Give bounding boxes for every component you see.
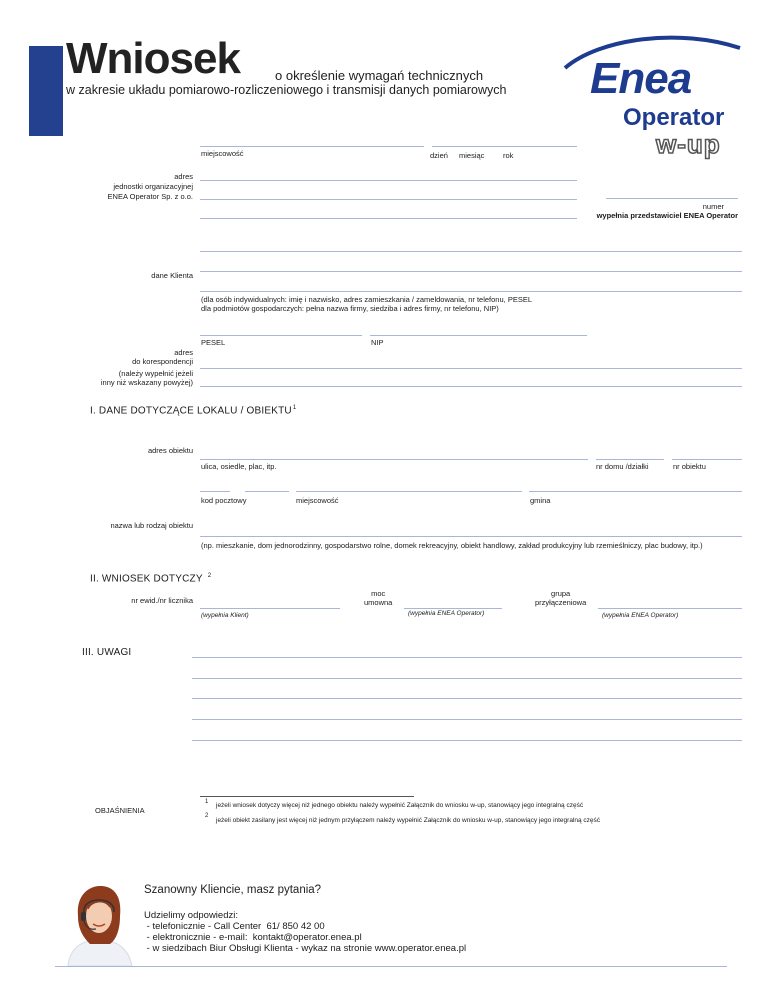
title-subtitle-1: o określenie wymagań technicznych [275, 68, 484, 83]
label-house-no: nr domu /działki [596, 462, 649, 471]
label-day: dzień [430, 151, 448, 160]
footnote-divider [200, 796, 414, 797]
label-corr-note: (należy wypełnić jeżeli inny niż wskazany powyżej) [100, 369, 193, 387]
contact-lead: Udzielimy odpowiedzi: [144, 910, 238, 921]
nip-line[interactable] [370, 335, 587, 336]
meter-line[interactable] [200, 608, 340, 609]
postcode-line-a[interactable] [200, 491, 230, 492]
headset-woman-icon [60, 882, 138, 966]
label-year: rok [503, 151, 514, 160]
page-title: Wniosek [66, 34, 240, 83]
remarks-line-5[interactable] [192, 740, 742, 741]
title-subtitle-2: w zakresie układu pomiarowo-rozliczeniowego i transmisji danych pomiarowych [66, 83, 507, 97]
enea-logo [560, 30, 750, 165]
label-meter: nr ewid./nr licznika [131, 596, 193, 605]
remarks-line-3[interactable] [192, 698, 742, 699]
contact-line-offices: - w siedzibach Biur Obsługi Klienta - wykaz na stronie www.operator.enea.pl [144, 943, 467, 954]
logo-word-enea: Enea [590, 54, 692, 103]
label-city: miejscowość [296, 496, 339, 505]
contact-avatar [60, 882, 138, 966]
section-1-sup: 1 [292, 405, 297, 411]
corr-line-2[interactable] [200, 386, 742, 387]
section-2-sup: 2 [207, 573, 212, 579]
blue-side-bar [29, 46, 63, 136]
label-pesel: PESEL [201, 338, 226, 347]
unit-address-line-1[interactable] [200, 180, 577, 181]
remarks-line-2[interactable] [192, 678, 742, 679]
section-2-title [90, 573, 211, 584]
client-line-2[interactable] [200, 271, 742, 272]
section-3-title: III. UWAGI [82, 647, 132, 658]
footnote-2-number: 2 [205, 813, 209, 819]
footnotes-label: OBJAŚNIENIA [95, 806, 145, 815]
label-client: dane Klienta [151, 271, 193, 280]
street-line[interactable] [200, 459, 588, 460]
city-line[interactable] [296, 491, 522, 492]
client-note-1: (dla osób indywidualnych: imię i nazwisko, adres zamieszkania / zameldowania, nr telefonu, PESEL [201, 295, 532, 304]
label-object-no: nr obiektu [673, 462, 706, 471]
label-place: miejscowość [201, 149, 244, 158]
footnote-1: jeżeli wniosek dotyczy więcej niż jednego obiektu należy wypełnić Załącznik do wniosku w-up, stanowiący jego integralną część [216, 802, 584, 809]
footnote-1-number: 1 [205, 799, 209, 805]
bottom-line [55, 966, 727, 967]
label-power: moc umowna [364, 589, 393, 607]
unit-address-line-3[interactable] [200, 218, 577, 219]
object-note: (np. mieszkanie, dom jednorodzinny, gospodarstwo rolne, domek rekreacyjny, obiekt handlowy, zakład produkcyjny lub rzemieślniczy, plac budowy, itp.) [201, 541, 703, 550]
label-group: grupa przyłączeniowa [535, 589, 587, 607]
fill-client: (wypełnia Klient) [201, 612, 249, 619]
label-number: numer [702, 202, 724, 211]
contact-line-phone: - telefonicznie - Call Center 61/ 850 42 00 [144, 921, 325, 932]
client-line-3[interactable] [200, 291, 742, 292]
label-postcode: kod pocztowy [201, 496, 247, 505]
number-line[interactable] [606, 198, 738, 199]
label-nip: NIP [371, 338, 384, 347]
label-object-name: nazwa lub rodzaj obiektu [110, 521, 193, 530]
house-no-line[interactable] [596, 459, 664, 460]
contact-heading: Szanowny Kliencie, masz pytania? [144, 884, 322, 896]
label-commune: gmina [530, 496, 551, 505]
object-name-line[interactable] [200, 536, 742, 537]
fill-enea-1: (wypełnia ENEA Operator) [408, 610, 485, 617]
postcode-line-b[interactable] [245, 491, 289, 492]
client-line-1[interactable] [200, 251, 742, 252]
client-note-2: dla podmiotów gospodarczych: pełna nazwa firmy, siedziba i adres firmy, nr telefonu, NIP) [201, 304, 499, 313]
logo-word-wup: w-up [656, 129, 721, 159]
section-2-title-text: II. WNIOSEK DOTYCZY [90, 573, 203, 585]
label-street: ulica, osiedle, plac, itp. [201, 462, 277, 471]
unit-address-line-2[interactable] [200, 199, 577, 200]
fill-enea-2: (wypełnia ENEA Operator) [602, 612, 679, 619]
group-line[interactable] [598, 608, 742, 609]
section-1-title-text: I. DANE DOTYCZĄCE LOKALU / OBIEKTU [90, 405, 292, 417]
label-month: miesiąc [459, 151, 485, 160]
label-corr-address: adres do korespondencji [132, 348, 193, 366]
remarks-line-4[interactable] [192, 719, 742, 720]
section-1-title [90, 405, 296, 416]
label-number-note: wypełnia przedstawiciel ENEA Operator [596, 211, 738, 220]
label-object-address: adres obiektu [147, 446, 193, 455]
power-line[interactable] [404, 608, 502, 609]
pesel-line[interactable] [200, 335, 362, 336]
label-unit-address: adres jednostki organizacyjnej ENEA Operator Sp. z o.o. [107, 172, 193, 202]
footnote-2: jeżeli obiekt zasilany jest więcej niż jednym przyłączem należy wypełnić Załącznik do wniosku w-up, stanowiący jego integralną część [216, 817, 601, 824]
corr-line-1[interactable] [200, 368, 742, 369]
remarks-line-1[interactable] [192, 657, 742, 658]
commune-line[interactable] [529, 491, 742, 492]
object-no-line[interactable] [672, 459, 742, 460]
contact-line-email: - elektronicznie - e-mail: kontakt@operator.enea.pl [144, 932, 362, 943]
logo-word-operator: Operator [623, 104, 725, 131]
